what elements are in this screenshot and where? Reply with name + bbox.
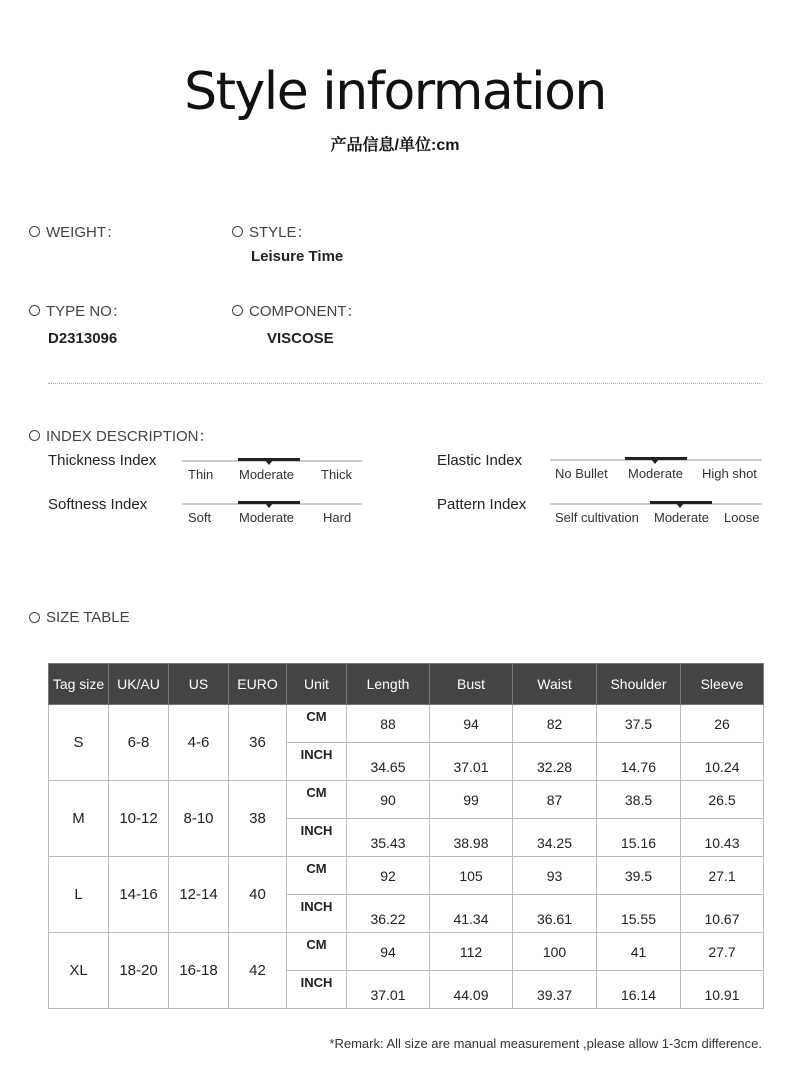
- table-row: [49, 781, 764, 819]
- measurement-cell: 41.34: [430, 895, 513, 933]
- scale-option: Loose: [724, 510, 760, 525]
- column-header: UK/AU: [109, 664, 169, 705]
- elastic-index-name: Elastic Index: [437, 452, 523, 469]
- unit-cell: CM: [287, 781, 347, 819]
- measurement-cell: 92: [347, 857, 430, 895]
- unit-cell: CM: [287, 857, 347, 895]
- size-cell-tag: XL: [49, 933, 109, 1009]
- size-cell-euro: 40: [229, 857, 287, 933]
- scale-pointer-icon: [651, 459, 659, 464]
- size-cell-us: 4-6: [169, 705, 229, 781]
- index-description-text: INDEX DESCRIPTION：: [46, 428, 214, 445]
- size-cell-tag: S: [49, 705, 109, 781]
- size-table-label: [29, 609, 130, 626]
- measurement-cell: 36.61: [513, 895, 597, 933]
- size-cell-euro: 42: [229, 933, 287, 1009]
- size-cell-ukau: 18-20: [109, 933, 169, 1009]
- style-label: [232, 221, 312, 242]
- type-label-text: TYPE NO：: [46, 303, 127, 320]
- style-value: Leisure Time: [251, 248, 344, 265]
- measurement-cell: 36.22: [347, 895, 430, 933]
- measurement-cell: 32.28: [513, 743, 597, 781]
- scale-pointer-icon: [265, 460, 273, 465]
- table-row: [49, 857, 764, 895]
- size-cell-us: 16-18: [169, 933, 229, 1009]
- circle-bullet-icon: [232, 226, 243, 237]
- scale-option: No Bullet: [555, 466, 608, 481]
- column-header: EURO: [229, 664, 287, 705]
- circle-bullet-icon: [29, 430, 40, 441]
- size-table-header-row: [49, 664, 764, 705]
- measurement-cell: 39.37: [513, 971, 597, 1009]
- column-header: US: [169, 664, 229, 705]
- measurement-cell: 112: [430, 933, 513, 971]
- unit-cell: INCH: [287, 971, 347, 1009]
- pattern-scale: [550, 500, 762, 530]
- size-cell-tag: L: [49, 857, 109, 933]
- scale-option: Moderate: [654, 510, 709, 525]
- measurement-cell: 41: [597, 933, 681, 971]
- measurement-cell: 27.7: [681, 933, 764, 971]
- column-header: Length: [347, 664, 430, 705]
- measurement-cell: 105: [430, 857, 513, 895]
- measurement-cell: 38.5: [597, 781, 681, 819]
- circle-bullet-icon: [29, 305, 40, 316]
- type-label: [29, 300, 127, 321]
- scale-option: Moderate: [239, 467, 294, 482]
- measurement-cell: 82: [513, 705, 597, 743]
- size-cell-us: 8-10: [169, 781, 229, 857]
- circle-bullet-icon: [29, 612, 40, 623]
- page-title: Style information: [184, 62, 606, 122]
- elastic-scale: [550, 456, 762, 486]
- measurement-cell: 88: [347, 705, 430, 743]
- measurement-cell: 90: [347, 781, 430, 819]
- size-cell-ukau: 14-16: [109, 857, 169, 933]
- pattern-index-name: Pattern Index: [437, 496, 527, 513]
- size-cell-euro: 38: [229, 781, 287, 857]
- style-label-text: STYLE：: [249, 224, 312, 241]
- column-header: Unit: [287, 664, 347, 705]
- component-label: [232, 300, 362, 321]
- component-label-text: COMPONENT：: [249, 303, 362, 320]
- column-header: Shoulder: [597, 664, 681, 705]
- measurement-cell: 38.98: [430, 819, 513, 857]
- scale-option: Self cultivation: [555, 510, 639, 525]
- scale-option: Soft: [188, 510, 212, 525]
- measurement-cell: 87: [513, 781, 597, 819]
- measurement-cell: 37.01: [347, 971, 430, 1009]
- measurement-cell: 34.65: [347, 743, 430, 781]
- scale-option: Thin: [188, 467, 214, 482]
- softness-index-name: Softness Index: [48, 496, 148, 513]
- scale-pointer-icon: [265, 503, 273, 508]
- measurement-cell: 94: [430, 705, 513, 743]
- circle-bullet-icon: [29, 226, 40, 237]
- scale-option: Moderate: [628, 466, 683, 481]
- unit-cell: CM: [287, 705, 347, 743]
- measurement-cell: 14.76: [597, 743, 681, 781]
- scale-option: High shot: [702, 466, 757, 481]
- measurement-cell: 26.5: [681, 781, 764, 819]
- size-cell-euro: 36: [229, 705, 287, 781]
- section-divider: [48, 383, 762, 384]
- weight-label-text: WEIGHT：: [46, 224, 121, 241]
- size-cell-tag: M: [49, 781, 109, 857]
- column-header: Sleeve: [681, 664, 764, 705]
- table-row: [49, 705, 764, 743]
- size-cell-ukau: 6-8: [109, 705, 169, 781]
- measurement-cell: 99: [430, 781, 513, 819]
- size-table-label-text: SIZE TABLE: [46, 609, 130, 626]
- scale-option: Thick: [321, 467, 353, 482]
- softness-scale: [182, 500, 362, 530]
- measurement-cell: 100: [513, 933, 597, 971]
- type-value: D2313096: [48, 330, 118, 347]
- measurement-cell: 93: [513, 857, 597, 895]
- scale-pointer-icon: [676, 503, 684, 508]
- measurement-cell: 44.09: [430, 971, 513, 1009]
- measurement-cell: 37.01: [430, 743, 513, 781]
- measurement-cell: 34.25: [513, 819, 597, 857]
- measurement-cell: 15.16: [597, 819, 681, 857]
- remark-text: *Remark: All size are manual measurement ,please allow 1-3cm difference.: [329, 1036, 762, 1051]
- size-table: [48, 663, 764, 1009]
- unit-cell: INCH: [287, 743, 347, 781]
- measurement-cell: 16.14: [597, 971, 681, 1009]
- unit-cell: INCH: [287, 819, 347, 857]
- column-header: Tag size: [49, 664, 109, 705]
- measurement-cell: 10.67: [681, 895, 764, 933]
- measurement-cell: 37.5: [597, 705, 681, 743]
- index-description-label: [29, 425, 214, 446]
- thickness-index-name: Thickness Index: [48, 452, 157, 469]
- component-value: VISCOSE: [267, 330, 334, 347]
- measurement-cell: 10.43: [681, 819, 764, 857]
- weight-label: [29, 221, 121, 242]
- size-cell-us: 12-14: [169, 857, 229, 933]
- measurement-cell: 27.1: [681, 857, 764, 895]
- thickness-scale: [182, 457, 362, 487]
- page-subtitle: 产品信息/单位:cm: [330, 137, 460, 154]
- measurement-cell: 39.5: [597, 857, 681, 895]
- unit-cell: INCH: [287, 895, 347, 933]
- measurement-cell: 35.43: [347, 819, 430, 857]
- measurement-cell: 26: [681, 705, 764, 743]
- measurement-cell: 10.24: [681, 743, 764, 781]
- scale-option: Hard: [323, 510, 352, 525]
- scale-option: Moderate: [239, 510, 294, 525]
- measurement-cell: 94: [347, 933, 430, 971]
- measurement-cell: 15.55: [597, 895, 681, 933]
- column-header: Bust: [430, 664, 513, 705]
- size-cell-ukau: 10-12: [109, 781, 169, 857]
- table-row: [49, 933, 764, 971]
- measurement-cell: 10.91: [681, 971, 764, 1009]
- circle-bullet-icon: [232, 305, 243, 316]
- column-header: Waist: [513, 664, 597, 705]
- unit-cell: CM: [287, 933, 347, 971]
